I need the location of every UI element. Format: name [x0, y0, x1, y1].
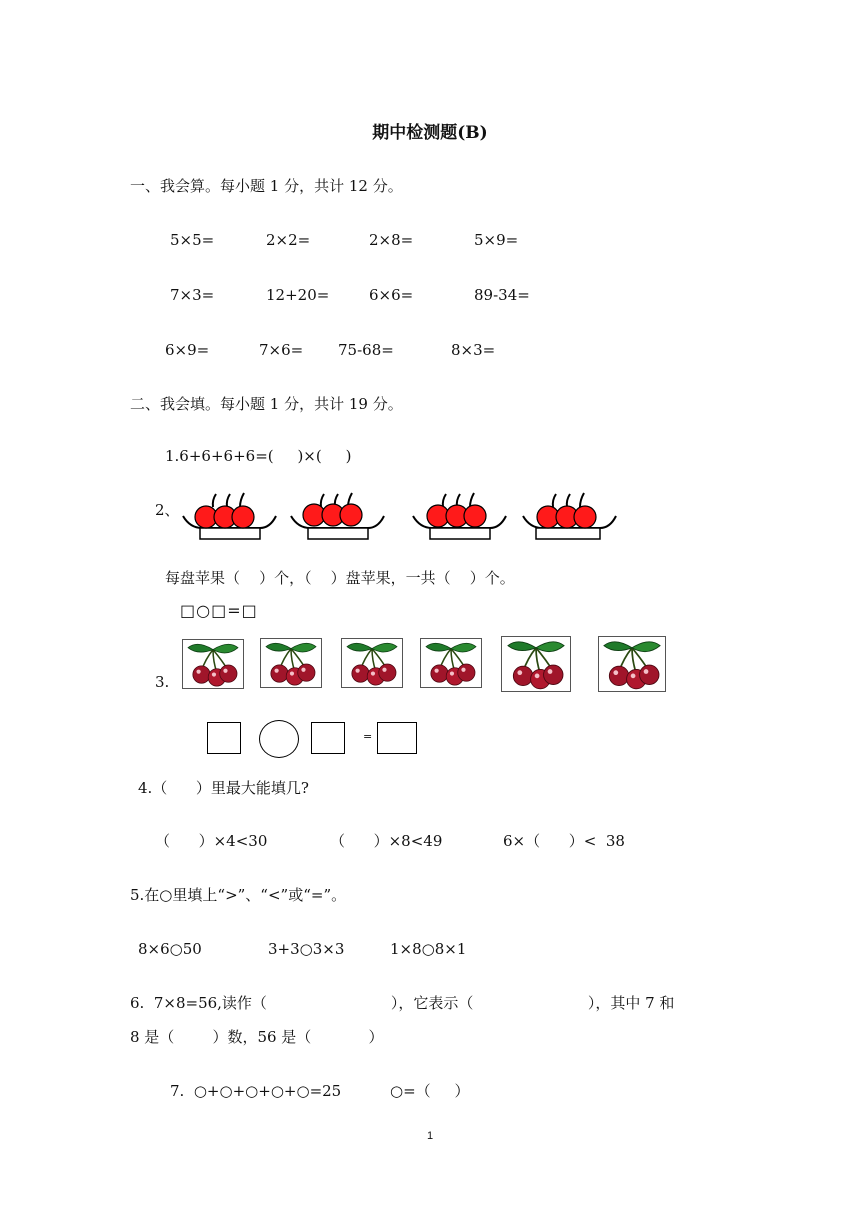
question-5-item: 8×6○50 [138, 940, 202, 958]
question-4-item: （ ）×8<49 [330, 832, 443, 850]
calc-item: 7×6= [259, 341, 304, 359]
question-5-title: 5.在○里填上“>”、“<”或“=”。 [130, 886, 347, 904]
section2-heading: 二、我会填。每小题 1 分，共计 19 分。 [130, 395, 403, 413]
question-5-item: 3+3○3×3 [268, 940, 345, 958]
calc-item: 6×6= [369, 286, 414, 304]
question-2-text: 每盘苹果（ ）个，（ ）盘苹果，一共（ ）个。 [165, 569, 515, 587]
question-3-label: 3. [155, 673, 170, 691]
question-6-line1: 6. 7×8=56,读作（ ），它表示（ ），其中 7 和 [130, 994, 675, 1012]
answer-circle[interactable] [259, 720, 299, 758]
cherry-card [420, 638, 482, 688]
cherry-card [341, 638, 403, 688]
calc-item: 2×8= [369, 231, 414, 249]
page-number: 1 [426, 1130, 434, 1142]
question-4-item: （ ）×4<30 [155, 832, 268, 850]
question-6-line2: 8 是（ ）数，56 是（ ） [130, 1028, 384, 1046]
calc-item: 5×5= [170, 231, 215, 249]
question-4-item: 6×（ ）< 38 [503, 832, 625, 850]
calc-item: 8×3= [451, 341, 496, 359]
calc-item: 89-34= [474, 286, 530, 304]
apple-plates-illustration [180, 488, 620, 544]
cherry-card [598, 636, 666, 692]
question-2-label: 2、 [155, 501, 180, 519]
calc-item: 5×9= [474, 231, 519, 249]
cherry-icon [599, 637, 665, 691]
calc-item: 7×3= [170, 286, 215, 304]
calc-item: 12+20= [266, 286, 330, 304]
cherry-card [501, 636, 571, 692]
question-1: 1.6+6+6+6=( )×( ) [165, 447, 352, 465]
answer-box[interactable] [311, 722, 345, 754]
section1-heading: 一、我会算。每小题 1 分，共计 12 分。 [130, 177, 403, 195]
page-title: 期中检测题(B) [372, 123, 488, 143]
answer-box[interactable] [207, 722, 241, 754]
question-7-equation: 7. ○+○+○+○+○=25 [170, 1082, 342, 1100]
apple-plate-icon [413, 493, 506, 539]
cherry-icon [183, 640, 243, 688]
question-2-formula: □○□=□ [180, 601, 258, 620]
cherry-icon [342, 639, 402, 687]
calc-item: 2×2= [266, 231, 311, 249]
equals-sign: = [363, 730, 373, 743]
question-5-item: 1×8○8×1 [390, 940, 467, 958]
cherry-icon [421, 639, 481, 687]
apple-plate-icon [291, 493, 384, 539]
calc-item: 75-68= [338, 341, 394, 359]
cherry-icon [502, 637, 570, 691]
calc-item: 6×9= [165, 341, 210, 359]
question-4-title: 4.（ ）里最大能填几? [138, 779, 309, 797]
question-7-answer: ○=（ ） [390, 1082, 470, 1100]
answer-box[interactable] [377, 722, 417, 754]
cherry-card [182, 639, 244, 689]
apple-plate-icon [183, 493, 276, 539]
apple-plate-icon [523, 493, 616, 539]
cherry-icon [261, 639, 321, 687]
cherry-card [260, 638, 322, 688]
